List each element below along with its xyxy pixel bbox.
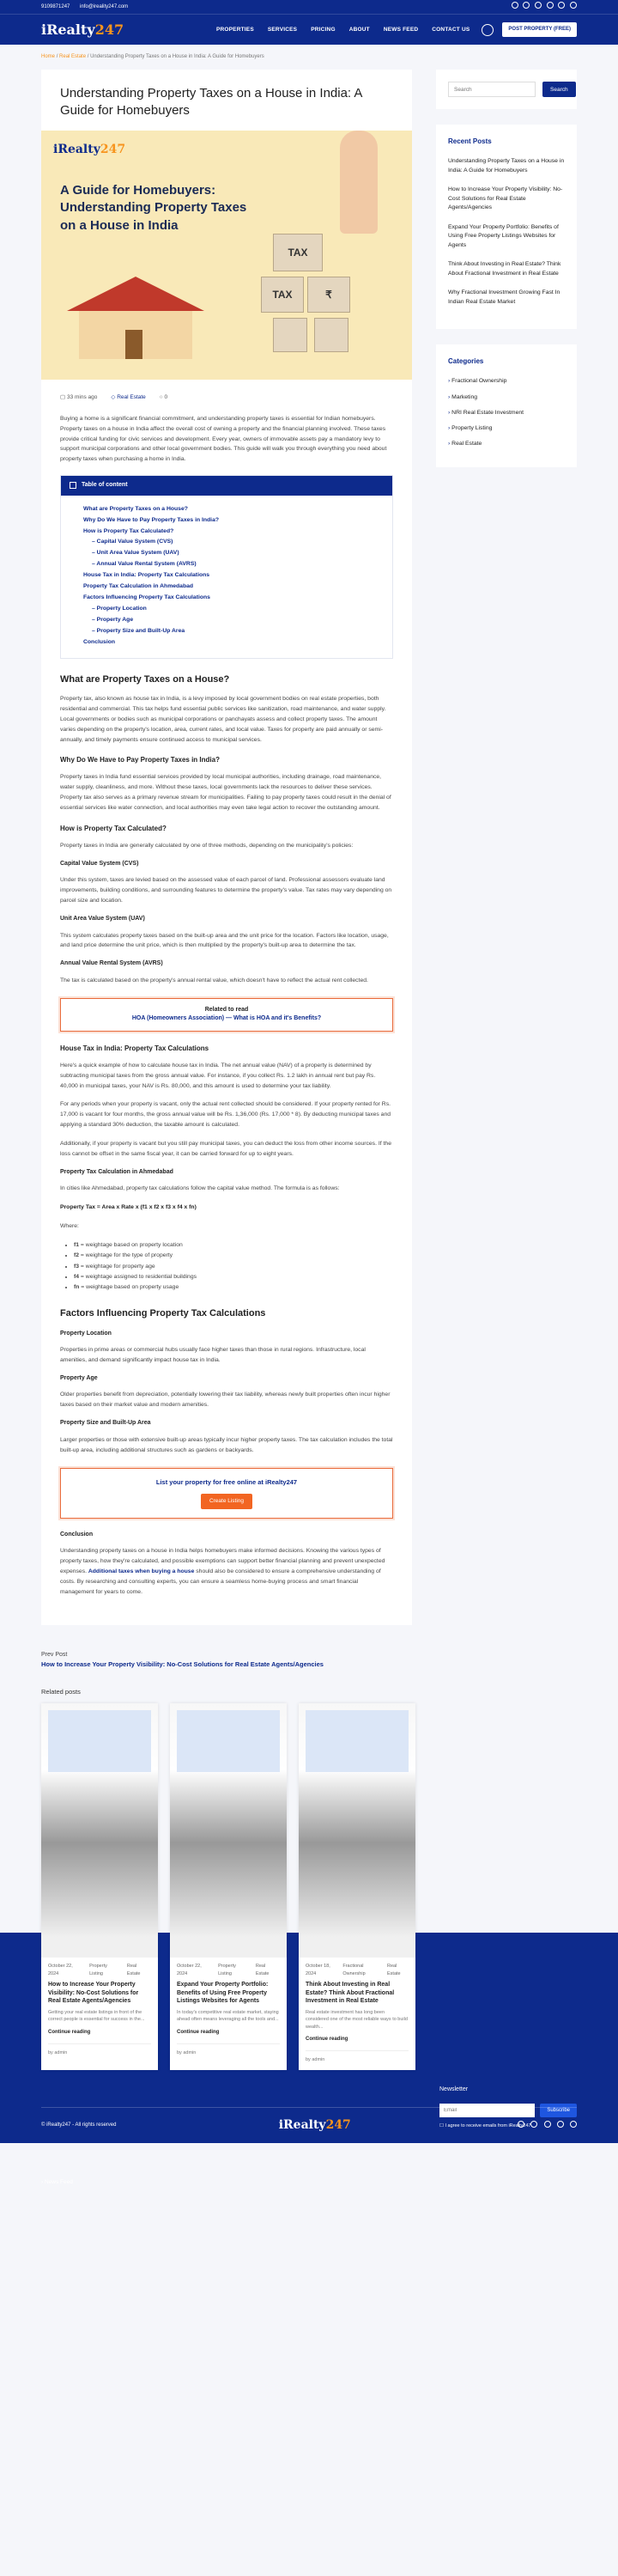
breadcrumb: Home / Real Estate / Understanding Property Taxes on a House in India: A Guide for Homebuyers <box>41 54 264 59</box>
heading-cvs: Capital Value System (CVS) <box>60 860 139 867</box>
facebook-icon[interactable] <box>518 2121 524 2128</box>
card-excerpt: Real estate investment has long been considered one of the most reliable ways to build wealth... <box>306 2010 408 2030</box>
recent-posts-widget: Recent Posts Understanding Property Taxes on a House in India: A Guide for Homebuyers How to Increase Your Property Visibility: No-Cost Solutions for Real Estate Agents/Agencies Expand Your Property Portfolio: Benefits of Using Free Property Listings Websites for Agents Think About Investing in Real Estate? Think About Fractional Investment in Real Estate Why Fractional Investment Growing Fast In Indian Real Estate Market <box>436 125 577 329</box>
heading-location: Property Location <box>60 1330 112 1337</box>
top-bar <box>0 0 618 14</box>
search-input[interactable] <box>448 82 536 97</box>
related-to-read: Related to read HOA (Homeowners Association) — What is HOA and it's Benefits? <box>60 998 393 1032</box>
search-button[interactable]: Search <box>542 82 576 97</box>
breadcrumb-category[interactable]: Real Estate <box>59 54 87 59</box>
category-link[interactable]: › Fractional Ownership <box>448 377 565 386</box>
factor-item: • f3 = weightage for property age <box>74 1262 393 1272</box>
x-icon[interactable] <box>530 2121 537 2128</box>
toc-item[interactable]: – Property Location <box>92 605 147 612</box>
footer-logo[interactable]: iRealty247 <box>278 2118 351 2133</box>
heading-avrs: Annual Value Rental System (AVRS) <box>60 960 163 967</box>
article <box>41 70 412 1625</box>
x-icon[interactable] <box>535 2 542 9</box>
continue-reading-link[interactable]: Continue reading <box>177 2029 220 2035</box>
categories-widget: Categories › Fractional Ownership › Marketing › NRI Real Estate Investment › Property Listing › Real Estate <box>436 344 577 467</box>
calendar-icon: ▢ 33 mins ago <box>60 394 98 400</box>
heading-house-tax: House Tax in India: Property Tax Calculations <box>60 1044 209 1052</box>
toc-item[interactable]: – Annual Value Rental System (AVRS) <box>92 561 197 568</box>
related-card[interactable] <box>41 1703 158 2070</box>
agree-checkbox[interactable]: ☐ I agree to receive emails from iRealty247 <box>439 2122 531 2128</box>
card-excerpt: In today's competitive real estate market, staying ahead often means leveraging all the tools and... <box>177 2010 279 2023</box>
card-category[interactable]: Property Listing <box>89 1964 107 1976</box>
search-widget <box>436 70 577 109</box>
category-link[interactable]: › Real Estate <box>448 440 565 448</box>
card-title[interactable]: How to Increase Your Property Visibility: No-Cost Solutions for Real Estate Agents/Agencies <box>48 1981 139 2005</box>
toc-item[interactable]: – Property Size and Built-Up Area <box>92 627 185 634</box>
hero-image <box>41 131 412 380</box>
table-of-contents: Table of content What are Property Taxes on a House? Why Do We Have to Pay Property Taxes in India? How is Property Tax Calculated? – Capital Value System (CVS) – Unit Area Value System (UAV) – Annual Value Rental System (AVRS) House Tax in India: Property Tax Calculations Property Tax Calculation in Ahmedabad Factors Influencing Property Tax Calculations – Property Location – Property Age – Property Size and Built-Up Area Conclusion <box>60 475 393 659</box>
tax-formula: Property Tax = Area x Rate x (f1 x f2 x f3 x f4 x fn) <box>60 1204 197 1211</box>
facebook-icon[interactable] <box>512 2 518 9</box>
post-title: Understanding Property Taxes on a House in India: A Guide for Homebuyers <box>60 86 362 118</box>
instagram-icon[interactable] <box>523 2 530 9</box>
related-posts <box>0 1703 618 2070</box>
linkedin-icon[interactable] <box>570 2121 577 2128</box>
recent-post-link[interactable]: Understanding Property Taxes on a House in India: A Guide for Homebuyers <box>448 158 565 174</box>
social-icons <box>508 2 577 12</box>
card-date: October 18, 2024 <box>306 1964 330 1976</box>
factor-item: • f2 = weightage for the type of property <box>74 1251 393 1261</box>
factor-item: • f1 = weightage based on property location <box>74 1240 393 1251</box>
card-author: by admin <box>48 2043 151 2056</box>
nav-news-feed[interactable]: NEWS FEED <box>383 26 419 33</box>
user-icon[interactable] <box>482 24 494 36</box>
create-listing-button[interactable]: Create Listing <box>201 1494 252 1509</box>
factor-item: • fn = weightage based on property usage <box>74 1282 393 1293</box>
post-meta <box>41 380 412 409</box>
rupee-cube: ₹ <box>307 277 350 313</box>
card-category[interactable]: Real Estate <box>126 1964 141 1976</box>
card-category[interactable]: Real Estate <box>387 1964 401 1976</box>
card-title[interactable]: Think About Investing in Real Estate? Think About Fractional Investment in Real Estate <box>306 1981 395 2005</box>
heading-how: How is Property Tax Calculated? <box>60 825 167 832</box>
copyright: © iRealty247 - All rights reserved <box>41 2122 117 2128</box>
factor-list <box>60 1240 393 1293</box>
heading-age: Property Age <box>60 1374 98 1381</box>
related-posts-title: Related posts <box>41 1688 81 1696</box>
hand-illustration <box>340 131 378 234</box>
post-property-button[interactable]: POST PROPERTY (FREE) <box>502 22 577 37</box>
whatsapp-icon[interactable] <box>570 2 577 9</box>
phone-text[interactable]: 9109871247 <box>41 3 70 9</box>
hero-text: A Guide for Homebuyers: Understanding Property Taxes on a House in India <box>60 183 247 233</box>
category-link[interactable]: › Marketing <box>448 393 565 402</box>
sidebar <box>436 70 577 483</box>
recent-post-link[interactable]: Why Fractional Investment Growing Fast In Indian Real Estate Market <box>448 289 560 305</box>
toc-item[interactable]: Property Tax Calculation in Ahmedabad <box>83 583 194 590</box>
intro-paragraph: Buying a home is a significant financial commitment, and understanding property taxes is essential for Indian homebuyers. Property taxes on a house in India affect the overall cost of owning a property and the financial planning involved. These taxes provide critical funding for civic services and development. Every year, owners of immovable assets pay a mandatory levy to support municipal corporations and other local government bodies. This guide will walk you through everything you need about property taxes when purchasing a home in India. <box>60 415 387 463</box>
factor-item: • f4 = weightage assigned to residential buildings <box>74 1272 393 1282</box>
cube-bottom-right <box>314 318 348 352</box>
toc-item[interactable]: What are Property Taxes on a House? <box>83 505 188 512</box>
toc-item[interactable]: – Unit Area Value System (UAV) <box>92 550 179 557</box>
subscribe-button[interactable]: Subscribe <box>540 2104 577 2117</box>
category-link[interactable]: › Property Listing <box>448 424 565 433</box>
tax-cube: TAX <box>273 234 323 271</box>
card-category[interactable]: Fractional Ownership <box>342 1964 366 1976</box>
recent-post-link[interactable]: How to Increase Your Property Visibility: No-Cost Solutions for Real Estate Agents/Agencies <box>448 186 563 211</box>
toc-item[interactable]: Why Do We Have to Pay Property Taxes in India? <box>83 516 220 523</box>
nav-about[interactable]: ABOUT <box>348 26 370 33</box>
nav-pricing[interactable]: PRICING <box>311 26 336 33</box>
nav-contact[interactable]: CONTACT US <box>432 26 470 33</box>
card-category[interactable]: Property Listing <box>218 1964 236 1976</box>
listing-cta: List your property for free online at iRealty247 Create Listing <box>60 1468 393 1519</box>
related-card[interactable] <box>170 1703 287 2070</box>
card-author: by admin <box>177 2043 280 2056</box>
instagram-icon[interactable] <box>557 2121 564 2128</box>
toc-item[interactable]: How is Property Tax Calculated? <box>83 527 174 534</box>
related-card[interactable] <box>299 1703 415 2070</box>
prev-post: Prev Post How to Increase Your Property Visibility: No-Cost Solutions for Real Estate Agents/Agencies <box>41 1651 324 1668</box>
cube-bottom-left <box>273 318 307 352</box>
site-logo[interactable]: iRealty247 <box>41 21 124 38</box>
recent-post-link[interactable]: Think About Investing in Real Estate? Think About Fractional Investment in Real Estate <box>448 261 561 277</box>
heading-uav: Unit Area Value System (UAV) <box>60 916 145 923</box>
toc-item[interactable]: House Tax in India: Property Tax Calculations <box>83 572 210 579</box>
card-author: by admin <box>306 2050 409 2063</box>
card-category[interactable]: Real Estate <box>255 1964 270 1976</box>
heading-size: Property Size and Built-Up Area <box>60 1420 151 1427</box>
toc-item[interactable]: – Property Age <box>92 616 134 623</box>
nav-services[interactable]: SERVICES <box>267 26 298 33</box>
breadcrumb-home[interactable]: Home <box>41 54 56 59</box>
email-text[interactable]: info@ireality247.com <box>80 3 129 9</box>
main-nav <box>0 14 618 45</box>
recent-post-link[interactable]: Expand Your Property Portfolio: Benefits of Using Free Property Listings Websites for Agents <box>448 223 559 248</box>
hero-logo: iRealty247 <box>53 143 126 156</box>
breadcrumb-current: Understanding Property Taxes on a House in India: A Guide for Homebuyers <box>90 54 264 59</box>
nav-properties[interactable]: PROPERTIES <box>215 26 254 33</box>
post-content: Buying a home is a significant financial commitment, and understanding property taxes is essential for Indian homebuyers. Property taxes on a house in India affect the overall cost of owning a property and the financial planning involved. These taxes provide critical funding for civic services and development. Every year, owners of immovable assets pay a mandatory levy to support municipal corporations and other local government bodies. This guide will walk you through everything you need about property taxes when purchasing a home in India. Table of content What are Property Taxes on a House? Why Do We Have to Pay Property Taxes in India? How is Property Tax Calculated? – Capital Value System (CVS) – Unit Area Value System (UAV) – Annual Value Rental System (AVRS) House Tax in India: Property Tax Calculations Property Tax Calculation in Ahmedabad Factors Influencing Property Tax Calculations – Property Location – Property Age – Property Size and Built-Up Area Conclusion What are Property Taxes on a House? Property tax, also known as house tax in India, is a levy imposed by local government bodies on real estate properties, both residential and commercial. This tax helps fund essential public services like sanitization, road maintenance, and water supply. Local governments or bodies such as municipal corporations or panchayats assess and collect property taxes. The amount varies depending on the property's location, area, current rates, and local value. Taxes for property are paid annually or semi-annually, and timely payments ensure continued access to municipal services. Why Do We Have to Pay Property Taxes in India? Property taxes in India fund essential services provided by local municipal authorities, including drainage, road maintenance, water supply, cleanliness, and more. Without these taxes, local governments lack the resources to deliver these services. Property tax also serves as a primary revenue stream for municipalities. Failing to pay property taxes could result in the denial of essential services like water connection, and local authorities may even take legal action to recover the outstanding amount. How is Property Tax Calculated? Property taxes in India are generally calculated by one of three methods, depending on the municipality's policies: Capital Value System (CVS) Under this system, taxes are levied based on the assessed value of each parcel of land. Professional assessors evaluate land improvements, building conditions, and surrounding features to determine the property's value. Tax rates may vary depending on parcel size and location. Unit Area Value System (UAV) This system calculates property taxes based on the built-up area and the unit price for the location. Factors like location, usage, and land price determine the unit price, which is then multiplied by the property's built-up area to determine the tax. Annual Value Rental System (AVRS) The tax is calculated based on the property's annual rental value, which doesn't have to reflect the actual rent collected. Related to read HOA (Homeowners Association) — What is HOA and it's Benefits? House Tax in India: Property Tax Calculations Here's a quick example of how to calculate house tax in India. The net annual value (NAV) of a property is determined by subtracting municipal taxes from the gross annual value. For instance, if you collect Rs. 1.2 lakh in annual rent but pay Rs. 40,000 in municipal taxes, your NAV is Rs. 80,000, and this amount is used to determine your tax liability. For any periods when your property is vacant, only the actual rent collected should be considered. If your property rented for Rs. 17,000 is vacant for four months, the gross annual value will be Rs. 1,36,000 (Rs. 17,000 * 8). By deducting municipal taxes and applying a standard 30% deduction, the taxable amount is calculated. Additionally, if your property is vacant but you still pay municipal taxes, you can deduct the loss from other income sources. If the loss cannot be offset in the same fiscal year, it can be carried forward for up to eight years. Property Tax Calculation in Ahmedabad In cities like Ahmedabad, property tax calculations follow the capital value method. The formula is as follows: Property Tax = Area x Rate x (f1 x f2 x f3 x f4 x fn) Where: • f1 = weightage based on property location • f2 = weightage for the type of property • f3 = weightage for property age • f4 = weightage assigned to residential buildings • fn = weightage based on property usage Factors Influencing Property Tax Calculations Property Location Properties in prime areas or commercial hubs usually face higher taxes than those in rural regions. Infrastructure, local amenities, and demand significantly impact house tax in India. Property Age Older properties benefit from depreciation, potentially lowering their tax liability, whereas newly built properties often incur higher taxes based on their market value and modern amenities. Property Size and Built-Up Area Larger properties or those with extensive built-up areas typically incur higher property taxes. The tax calculation includes the total built-up area, including additional structures such as gardens or backyards. List your property for free online at iRealty247 Create Listing Conclusion Understanding property taxes on a house in India helps homebuyers make informed decisions. Knowing the various types of property taxes, how they're calculated, and possible exemptions can support better financial planning and prevent unexpected expenses. Additional taxes when buying a house should also be considered to ensure a comprehensive understanding of costs. By researching and consulting experts, you can ensure a seamless home-buying process and smart financial management for years to come. <box>41 409 412 1625</box>
toc-icon <box>70 482 76 489</box>
additional-taxes-link[interactable]: Additional taxes when buying a house <box>88 1568 195 1574</box>
card-date: October 22, 2024 <box>48 1964 73 1976</box>
category-link[interactable]: › NRI Real Estate Investment <box>448 409 565 417</box>
card-image[interactable] <box>41 1703 158 1958</box>
newsletter: Newsletter Email Subscribe ☐ I agree to receive emails from iRealty247 <box>439 2086 577 2129</box>
comment-icon[interactable]: ○ 0 <box>159 394 168 400</box>
heading-conclusion: Conclusion <box>60 1531 94 1538</box>
toc-item[interactable]: Conclusion <box>83 638 116 645</box>
heading-factors: Factors Influencing Property Tax Calculations <box>60 1308 266 1319</box>
youtube-icon[interactable] <box>547 2 554 9</box>
continue-reading-link[interactable]: Continue reading <box>306 2036 348 2042</box>
cube-left: TAX <box>261 277 304 313</box>
footer-social <box>513 2121 577 2131</box>
card-image[interactable] <box>170 1703 287 1958</box>
tag-icon[interactable]: ◇ Real Estate <box>111 394 146 400</box>
related-link[interactable]: HOA (Homeowners Association) — What is HOA and it's Benefits? <box>131 1015 322 1022</box>
prev-post-link[interactable]: How to Increase Your Property Visibility: No-Cost Solutions for Real Estate Agents/Agencies <box>41 1660 324 1668</box>
card-image[interactable] <box>299 1703 415 1958</box>
card-date: October 22, 2024 <box>177 1964 202 1976</box>
heading-why: Why Do We Have to Pay Property Taxes in India? <box>60 756 220 764</box>
linkedin-icon[interactable] <box>558 2 565 9</box>
card-excerpt: Getting your real estate listings in front of the correct people is essential for success in the... <box>48 2010 145 2023</box>
footer-news-feed[interactable]: › News Feed <box>41 2179 73 2186</box>
continue-reading-link[interactable]: Continue reading <box>48 2029 91 2035</box>
card-title[interactable]: Expand Your Property Portfolio: Benefits of Using Free Property Listings Websites for Agents <box>177 1981 269 2005</box>
youtube-icon[interactable] <box>544 2121 551 2128</box>
heading-what: What are Property Taxes on a House? <box>60 674 230 685</box>
house-illustration <box>67 277 204 359</box>
heading-ahmedabad: Property Tax Calculation in Ahmedabad <box>60 1168 173 1175</box>
toc-item[interactable]: Factors Influencing Property Tax Calculations <box>83 594 210 600</box>
toc-item[interactable]: – Capital Value System (CVS) <box>92 539 173 545</box>
